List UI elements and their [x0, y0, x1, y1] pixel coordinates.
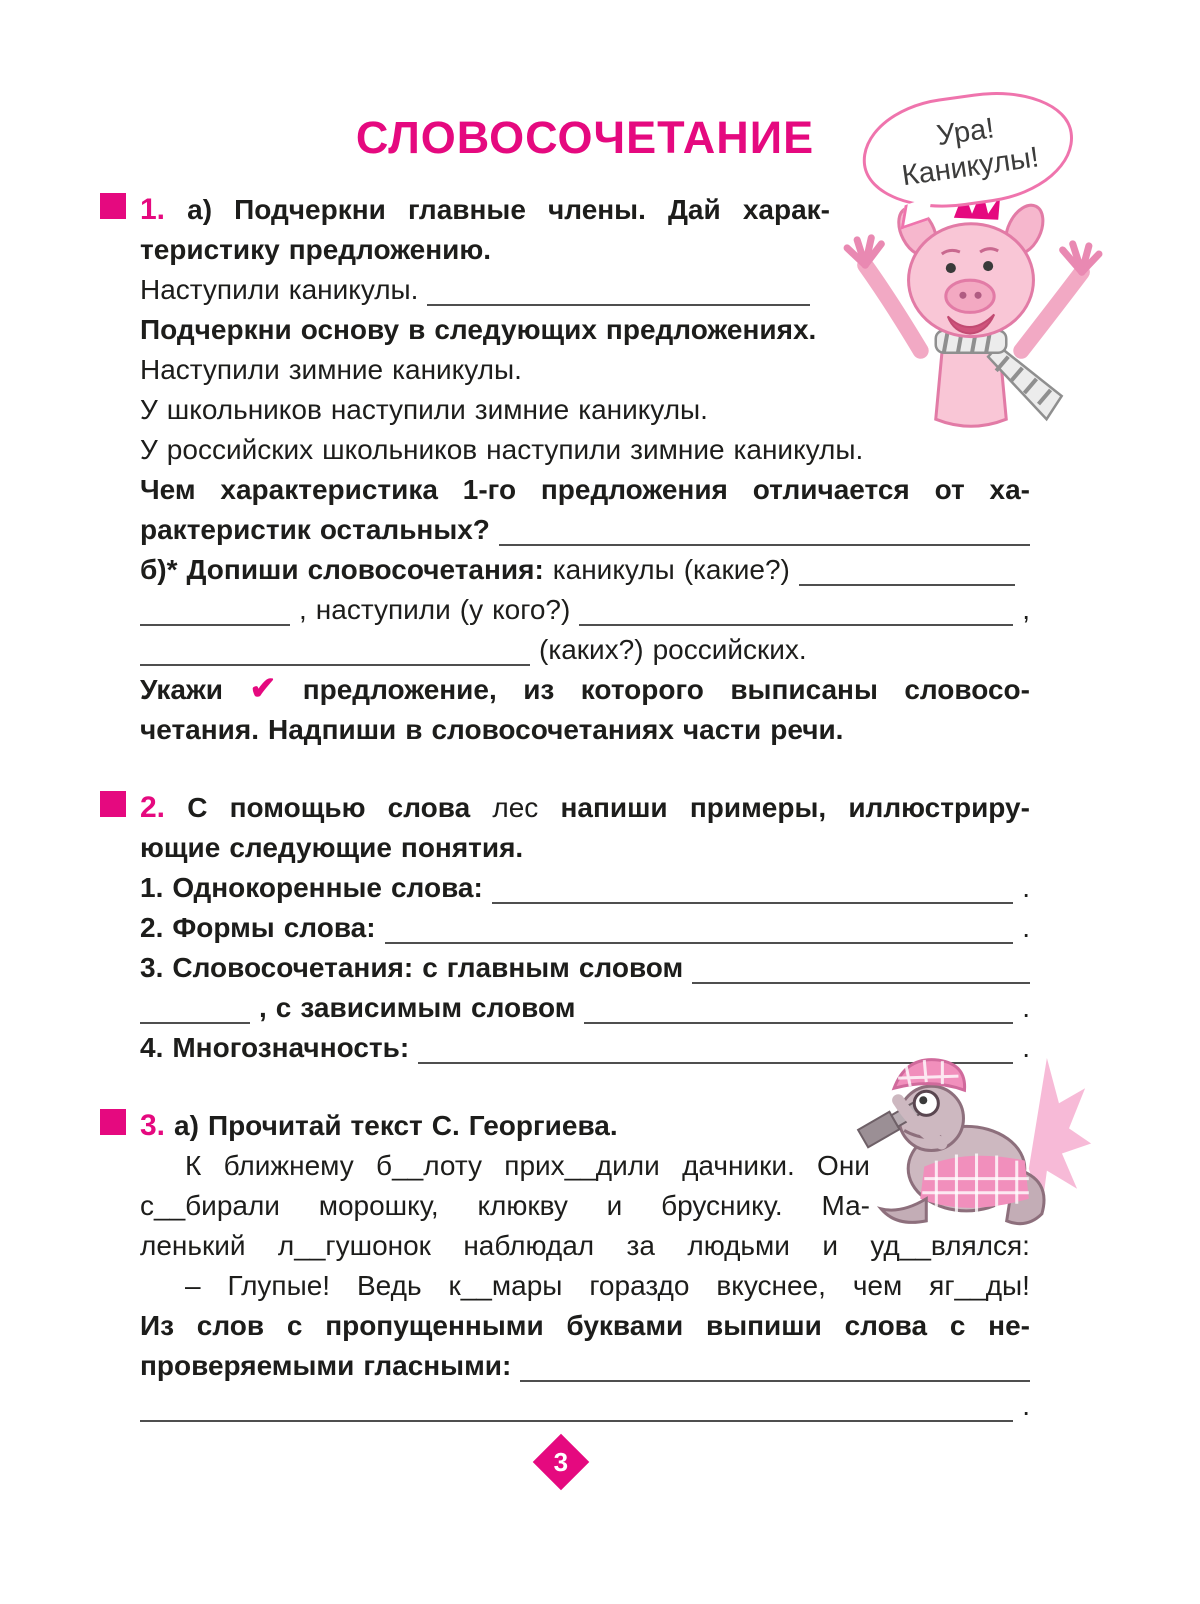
exercise-number: 1. — [140, 193, 166, 226]
word: и — [606, 1190, 623, 1222]
word: основу — [300, 314, 400, 346]
word: иллюстриру- — [848, 792, 1030, 824]
word: а) — [174, 1110, 199, 1142]
word: ха- — [989, 474, 1030, 506]
word: слова — [844, 1310, 928, 1342]
word: теристику — [140, 234, 280, 266]
word: яг__ды! — [929, 1270, 1030, 1302]
word: выписаны — [730, 674, 878, 706]
text-line — [140, 586, 1030, 626]
word: каникулы — [552, 554, 675, 586]
word: зимние — [288, 354, 384, 386]
word: словом — [578, 952, 684, 984]
word: Они — [817, 1150, 870, 1182]
word: российских. — [652, 634, 807, 666]
word: каникулы. — [578, 394, 708, 426]
word: наступили — [315, 594, 451, 626]
text-line — [140, 506, 1030, 546]
word: каникулы. — [288, 274, 419, 306]
exercise-bullet-square — [100, 791, 126, 817]
word: характеристика — [220, 474, 438, 506]
text-line — [140, 666, 1030, 706]
word: школьников — [322, 434, 478, 466]
text-line — [140, 546, 1015, 586]
word: речи. — [770, 714, 844, 746]
text-line — [140, 466, 1030, 506]
word: предложения — [540, 474, 728, 506]
exercise-bullet-square — [100, 1109, 126, 1135]
check-mark-icon: ✔ — [249, 669, 277, 706]
word: Наступили — [140, 354, 280, 386]
word: Однокоренные — [172, 872, 382, 904]
word: словосочетания: — [307, 554, 544, 586]
word: слова: — [283, 912, 376, 944]
word: бруснику. — [661, 1190, 783, 1222]
word: которого — [580, 674, 704, 706]
answer-blank[interactable] — [140, 1392, 1013, 1422]
word: четания. — [140, 714, 259, 746]
word: текст — [350, 1110, 423, 1142]
word: части — [682, 714, 762, 746]
answer-blank[interactable] — [140, 994, 250, 1024]
speech-bubble-text-line: Ура! — [934, 112, 997, 153]
word: Подчеркни — [234, 194, 386, 226]
text-line — [140, 904, 1030, 944]
page-title: СЛОВОСОЧЕТАНИЕ — [355, 112, 815, 163]
word: Надпиши — [268, 714, 397, 746]
word: с — [275, 992, 292, 1024]
text-line — [140, 1182, 870, 1222]
word: ближнему — [223, 1150, 354, 1182]
text-line — [140, 706, 1030, 746]
word: . — [1022, 912, 1030, 944]
word: рактеристик — [140, 514, 311, 546]
word: кого?) — [492, 594, 571, 626]
exercise — [140, 784, 1030, 1064]
word: прих__дили — [504, 1150, 660, 1182]
word: Из — [140, 1310, 175, 1342]
word: предложение, — [302, 674, 497, 706]
word: (каких?) — [539, 634, 644, 666]
word: каникулы. — [733, 434, 864, 466]
word: гораздо — [589, 1270, 690, 1302]
word: Наступили — [140, 274, 280, 306]
answer-blank[interactable] — [499, 516, 1030, 546]
answer-blank[interactable] — [579, 596, 1013, 626]
text-line — [140, 824, 1030, 864]
word: в — [408, 314, 426, 346]
word: следующих — [434, 314, 597, 346]
word: примеры, — [689, 792, 827, 824]
word: , — [299, 594, 307, 626]
frog-character-drawing — [845, 1048, 1093, 1244]
exercise-number: 3. — [140, 1109, 166, 1142]
text-line — [140, 186, 830, 226]
word: 3. — [140, 952, 164, 984]
word: зависимым — [300, 992, 463, 1024]
word: слова — [387, 792, 471, 824]
text-line — [140, 1382, 1030, 1422]
word: Подчеркни — [140, 314, 292, 346]
word: С. — [431, 1110, 460, 1142]
exercise-bullet-square — [100, 193, 126, 219]
celebrating-pig-illustration — [835, 178, 1107, 468]
word: и — [822, 1230, 838, 1262]
word: каникулы. — [392, 354, 522, 386]
word: К — [185, 1150, 202, 1182]
word: Чем — [140, 474, 196, 506]
word: 1. — [140, 872, 164, 904]
word: с — [949, 1310, 966, 1342]
word: из — [523, 674, 555, 706]
answer-blank[interactable] — [799, 556, 1015, 586]
word: российских — [166, 434, 314, 466]
word: . — [1022, 872, 1030, 904]
text-line — [140, 1342, 1030, 1382]
word: слов — [196, 1310, 265, 1342]
word: людьми — [687, 1230, 790, 1262]
word: Ма- — [821, 1190, 870, 1222]
word: главные — [407, 194, 526, 226]
word: Ведь — [357, 1270, 422, 1302]
word: напиши — [560, 792, 668, 824]
word: понятия. — [400, 832, 524, 864]
word: ленький — [140, 1230, 246, 1262]
text-line — [140, 1302, 1030, 1342]
word: наступили — [486, 434, 622, 466]
word: лес — [492, 792, 539, 824]
text-line — [185, 1142, 870, 1182]
word: с — [422, 952, 438, 984]
answer-blank[interactable] — [140, 596, 290, 626]
word: б)* — [140, 554, 178, 586]
word: . — [1022, 1390, 1030, 1422]
word: предложению. — [288, 234, 492, 266]
word: – — [185, 1270, 201, 1302]
word: слова: — [390, 872, 483, 904]
word: Многозначность: — [172, 1032, 410, 1064]
word: Формы — [172, 912, 275, 944]
word: (какие?) — [683, 554, 790, 586]
word: члены. — [548, 194, 646, 226]
word: Укажи — [140, 674, 224, 706]
word: Прочитай — [207, 1110, 342, 1142]
word: пропущенными — [325, 1310, 544, 1342]
answer-blank[interactable] — [385, 914, 1014, 944]
text-line — [140, 626, 1030, 666]
word: Георгиева. — [468, 1110, 618, 1142]
word: к__мары — [448, 1270, 563, 1302]
answer-blank[interactable] — [692, 954, 1030, 984]
word: наступили — [330, 394, 466, 426]
text-line — [185, 1262, 1030, 1302]
word: харак- — [742, 194, 830, 226]
word: вкуснее, — [716, 1270, 826, 1302]
word: не- — [988, 1310, 1030, 1342]
text-line — [140, 864, 1030, 904]
word: отличается — [752, 474, 910, 506]
answer-blank[interactable] — [584, 994, 1013, 1024]
exercise-number: 2. — [140, 791, 166, 824]
page-number: 3 — [553, 1446, 569, 1477]
word: зимние — [630, 434, 725, 466]
word: наблюдал — [463, 1230, 595, 1262]
word: 4. — [140, 1032, 164, 1064]
word: с__бирали — [140, 1190, 280, 1222]
word: С — [187, 792, 208, 824]
word: , — [1022, 594, 1030, 626]
word: Дай — [667, 194, 721, 226]
frog-with-spyglass-illustration — [845, 1048, 1093, 1244]
word: клюкву — [477, 1190, 568, 1222]
word: с — [286, 1310, 303, 1342]
word: У — [140, 394, 158, 426]
word: проверяемыми — [140, 1350, 355, 1382]
word: дачники. — [682, 1150, 795, 1182]
word: в — [405, 714, 423, 746]
word: б__лоту — [376, 1150, 482, 1182]
word: 2. — [140, 912, 164, 944]
word: зимние — [474, 394, 570, 426]
text-line — [140, 944, 1030, 984]
answer-blank[interactable] — [520, 1352, 1030, 1382]
word: от — [934, 474, 965, 506]
word: гласными: — [363, 1350, 512, 1382]
word: У — [140, 434, 158, 466]
word: буквами — [566, 1310, 684, 1342]
text-line — [140, 266, 810, 306]
word: школьников — [166, 394, 322, 426]
answer-blank[interactable] — [140, 636, 530, 666]
word: , — [259, 992, 267, 1024]
word: главным — [446, 952, 570, 984]
pig-character-drawing — [835, 178, 1107, 468]
word: за — [626, 1230, 655, 1262]
word: Словосочетания: — [172, 952, 414, 984]
text-line — [140, 784, 1030, 824]
word: помощью — [229, 792, 366, 824]
word: ющие — [140, 832, 221, 864]
speech-bubble-text-line: Каникулы! — [899, 141, 1041, 193]
word: словосо- — [904, 674, 1030, 706]
word: а) — [187, 194, 213, 226]
word: 1-го — [462, 474, 517, 506]
word: уд__влялся: — [870, 1230, 1030, 1262]
answer-blank[interactable] — [492, 874, 1013, 904]
word: словом — [471, 992, 576, 1024]
answer-blank[interactable] — [427, 276, 810, 306]
word: морошку, — [318, 1190, 439, 1222]
word: предложениях. — [605, 314, 817, 346]
word: . — [1022, 1032, 1030, 1064]
word: выпиши — [706, 1310, 822, 1342]
text-line — [140, 984, 1030, 1024]
word: . — [1022, 992, 1030, 1024]
word: чем — [852, 1270, 903, 1302]
word: остальных? — [319, 514, 490, 546]
word: следующие — [229, 832, 392, 864]
word: (у — [459, 594, 484, 626]
word: Глупые! — [227, 1270, 331, 1302]
word: л__гушонок — [277, 1230, 431, 1262]
word: словосочетаниях — [431, 714, 674, 746]
word: Допиши — [186, 554, 299, 586]
